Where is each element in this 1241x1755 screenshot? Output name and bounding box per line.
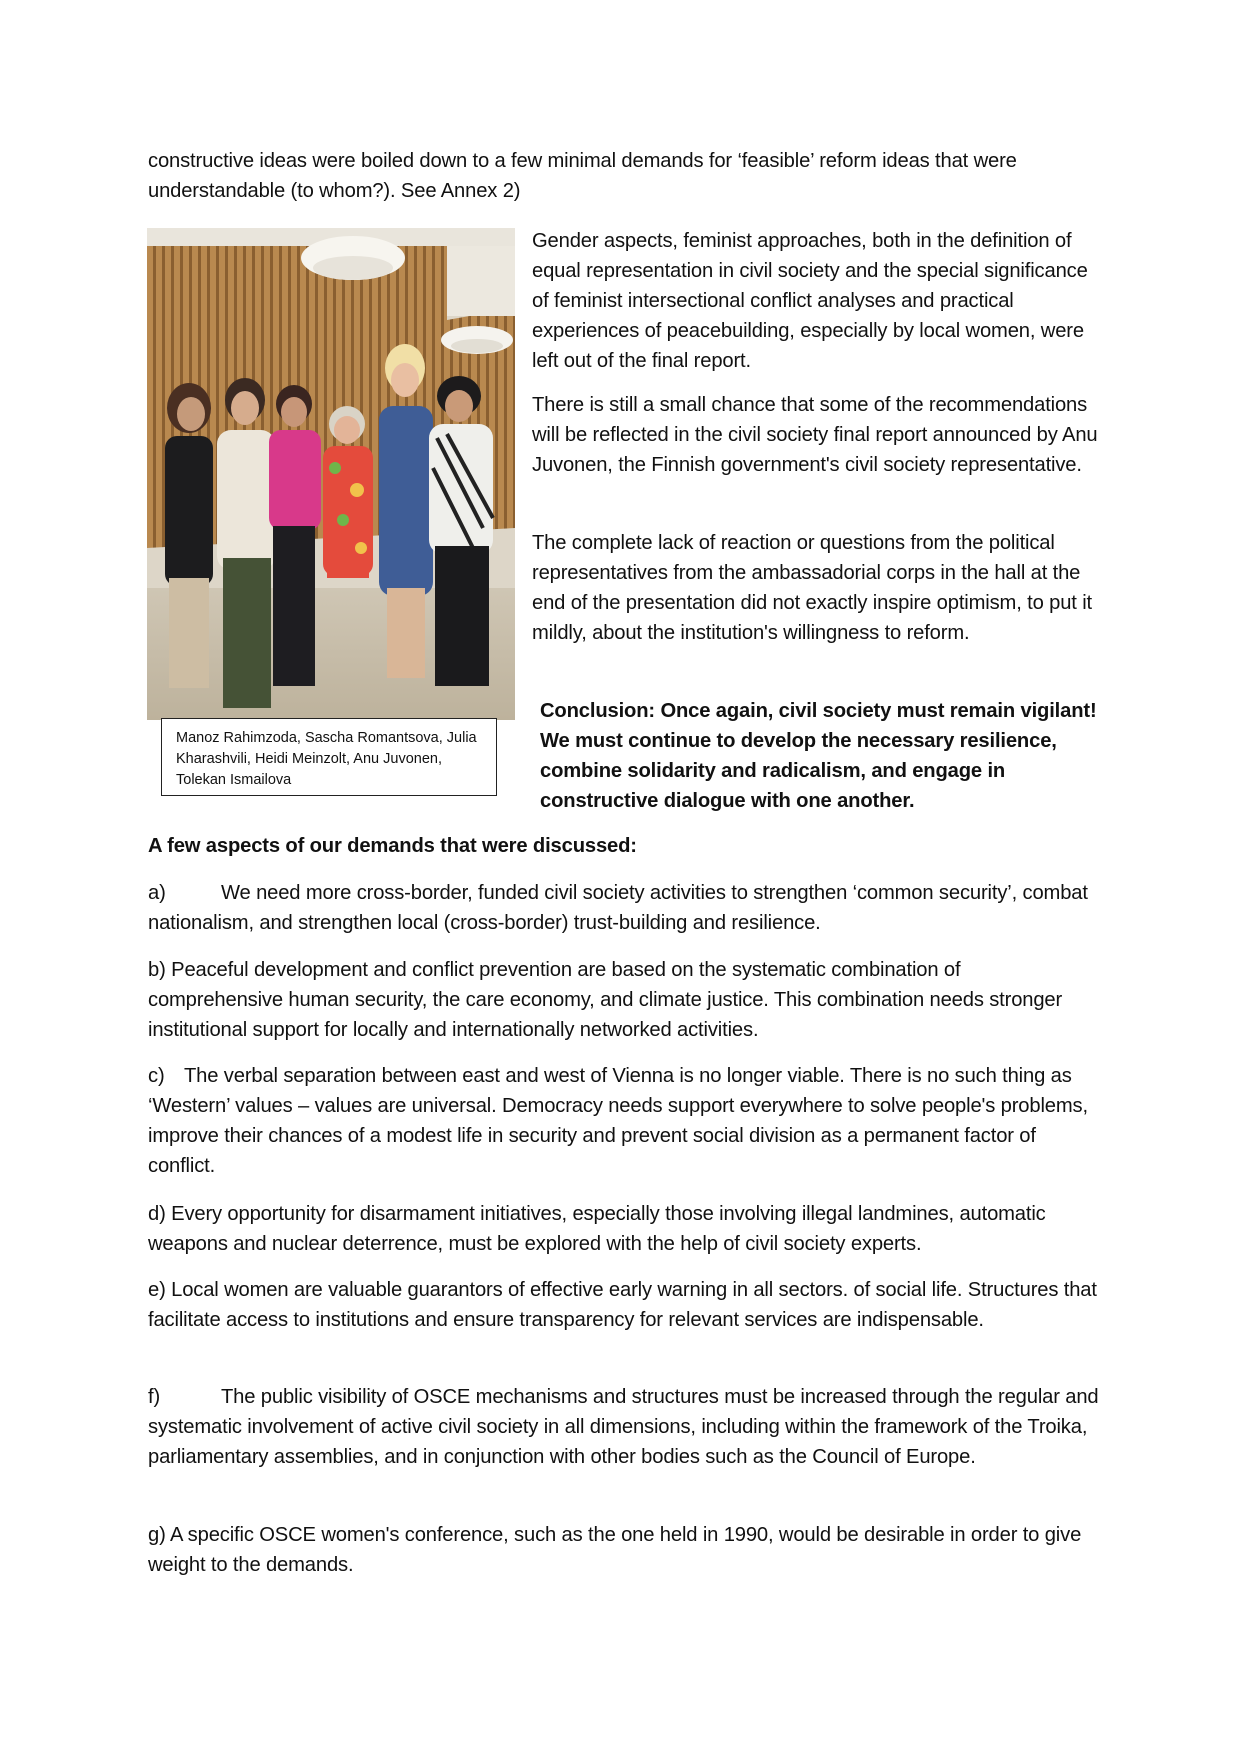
demand-item-c: [148, 1061, 1100, 1181]
item-marker: f): [148, 1386, 161, 1408]
item-text: Peaceful development and conflict prevention are based on the systematic combination of comprehensive human security, the care economy, and climate justice. This combination needs stronger institutional support for locally and internationally networked activities.: [148, 959, 1063, 1041]
demand-item-f: [148, 1382, 1100, 1472]
photo-caption: Manoz Rahimzoda, Sascha Romantsova, Julia Kharashvili, Heidi Meinzolt, Anu Juvonen, Tolekan Ismailova: [161, 718, 497, 796]
item-marker: c): [148, 1065, 165, 1087]
item-marker: a): [148, 882, 166, 904]
demand-item-a: [148, 878, 1100, 938]
demand-item-g: [148, 1520, 1100, 1580]
item-text: The verbal separation between east and west of Vienna is no longer viable. There is no such thing as ‘Western’ values – values are universal. Democracy needs support everywhere to solve people's problems, improve their chances of a modest life in security and prevent social division as a permanent factor of conflict.: [148, 1065, 1088, 1177]
item-text: A specific OSCE women's conference, such as the one held in 1990, would be desirable in order to give weight to the demands.: [148, 1524, 1082, 1576]
demand-item-e: [148, 1275, 1100, 1335]
item-marker: g): [148, 1524, 166, 1546]
demand-item-b: [148, 955, 1100, 1045]
item-text: We need more cross-border, funded civil society activities to strengthen ‘common security’, combat nationalism, and strengthen local (cross-border) trust-building and resilience.: [148, 882, 1088, 934]
item-text: Local women are valuable guarantors of effective early warning in all sectors. of social life. Structures that facilitate access to institutions and ensure transparency for relevant services are indispensable.: [148, 1279, 1097, 1331]
item-text: The public visibility of OSCE mechanisms and structures must be increased through the regular and systematic involvement of active civil society in all dimensions, including within the framework of the Troika, parliamentary assemblies, and in conjunction with other bodies such as the Council of Europe.: [148, 1386, 1099, 1468]
conclusion-paragraph: Conclusion: Once again, civil society must remain vigilant! We must continue to develop the necessary resilience, combine solidarity and radicalism, and engage in constructive dialogue with one another.: [540, 700, 1097, 812]
recommendations-paragraph: There is still a small chance that some of the recommendations will be reflected in the civil society final report announced by Anu Juvonen, the Finnish government's civil society representative.: [532, 394, 1098, 476]
item-marker: e): [148, 1279, 166, 1301]
item-marker: d): [148, 1203, 166, 1225]
group-photo: [147, 228, 515, 720]
item-text: Every opportunity for disarmament initiatives, especially those involving illegal landmines, automatic weapons and nuclear deterrence, must be explored with the help of civil society experts.: [148, 1203, 1046, 1255]
item-marker: b): [148, 959, 166, 981]
lack-of-reaction-paragraph: The complete lack of reaction or questions from the political representatives from the ambassadorial corps in the hall at the end of the presentation did not exactly inspire optimism, to put it mildly, about the institution's willingness to reform.: [532, 532, 1093, 644]
demands-heading: A few aspects of our demands that were discussed:: [148, 835, 637, 857]
demand-item-d: [148, 1199, 1100, 1259]
intro-paragraph: constructive ideas were boiled down to a few minimal demands for ‘feasible’ reform ideas that were understandable (to whom?). See Annex 2): [148, 150, 1017, 202]
gender-aspects-paragraph: Gender aspects, feminist approaches, both in the definition of equal representation in civil society and the special significance of feminist intersectional conflict analyses and practical experiences of peacebuilding, especially by local women, were left out of the final report.: [532, 230, 1088, 372]
